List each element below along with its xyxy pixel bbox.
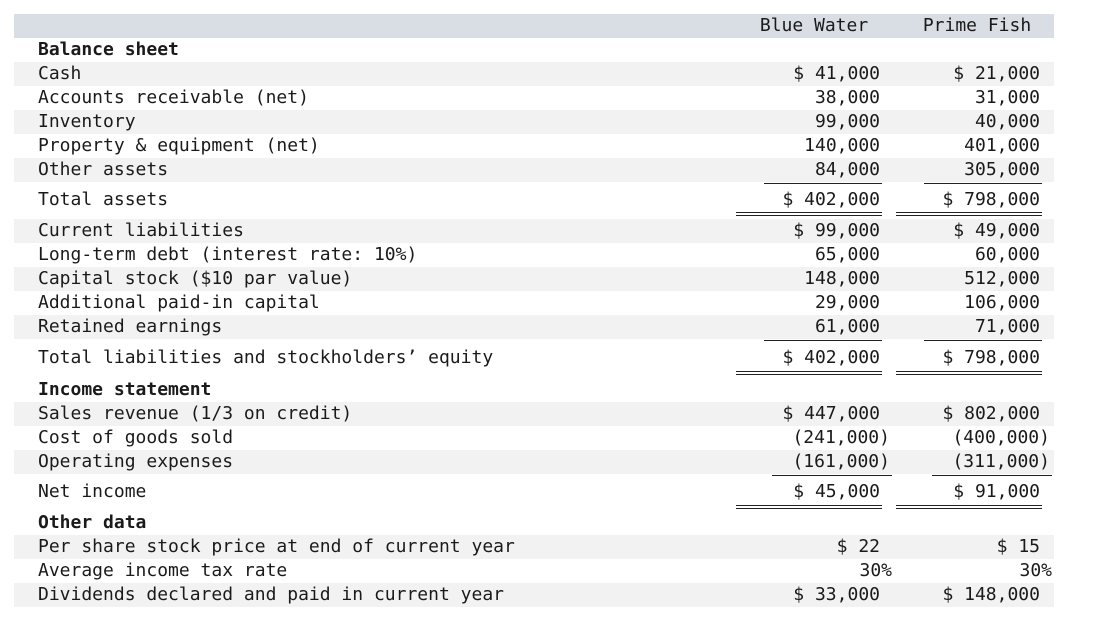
blue-water-value: 38,000 (814, 87, 880, 108)
blue-water-value: 99,000 (814, 111, 880, 132)
row-label: Per share stock price at end of current year (38, 536, 515, 557)
row-label: Net income (38, 481, 147, 502)
row-label: Retained earnings (38, 316, 223, 337)
blue-water-value: $ 402,000 (782, 189, 880, 210)
prime-fish-value: $ 91,000 (953, 481, 1040, 502)
prime-fish-value: 71,000 (974, 316, 1040, 337)
table-row (14, 583, 1054, 607)
column-header-row (14, 14, 1054, 38)
total-assets-row (14, 188, 1054, 212)
prime-fish-value: 30% (1019, 560, 1052, 581)
subtotal-rule (932, 475, 1052, 476)
blue-water-value: $ 45,000 (793, 481, 880, 502)
prime-fish-value: 512,000 (964, 268, 1040, 289)
total-double-rule (896, 371, 1042, 375)
row-label: Current liabilities (38, 220, 244, 241)
blue-water-value: $ 41,000 (793, 63, 880, 84)
table-row (14, 219, 1054, 243)
table-row (14, 402, 1054, 426)
blue-water-value: $ 99,000 (793, 220, 880, 241)
subtotal-rule (772, 475, 892, 476)
table-row (14, 535, 1054, 559)
row-label: Property & equipment (net) (38, 135, 320, 156)
blue-water-value: 84,000 (814, 159, 880, 180)
prime-fish-value: (311,000) (952, 451, 1050, 472)
table-row (14, 158, 1054, 182)
prime-fish-value: $ 148,000 (942, 584, 1040, 605)
row-label: Operating expenses (38, 451, 234, 472)
prime-fish-value: 40,000 (974, 111, 1040, 132)
subtotal-rule (924, 183, 1042, 184)
blue-water-value: 140,000 (804, 135, 880, 156)
net-income-row (14, 480, 1054, 504)
row-label: Cost of goods sold (38, 427, 234, 448)
row-label: Long-term debt (interest rate: 10%) (38, 244, 418, 265)
section-heading-balance-sheet (14, 38, 1054, 62)
prime-fish-value: 106,000 (964, 292, 1040, 313)
row-label: Inventory (38, 111, 136, 132)
row-label: Additional paid-in capital (38, 292, 320, 313)
row-label: Average income tax rate (38, 560, 288, 581)
blue-water-value: $ 22 (836, 536, 880, 557)
subtotal-rule (764, 183, 882, 184)
subtotal-rule (924, 340, 1042, 341)
total-double-rule (896, 212, 1042, 216)
row-label: Dividends declared and paid in current year (38, 584, 504, 605)
table-row (14, 291, 1054, 315)
prime-fish-value: $ 21,000 (953, 63, 1040, 84)
table-row (14, 110, 1054, 134)
prime-fish-value: $ 798,000 (942, 189, 1040, 210)
prime-fish-value: 60,000 (974, 244, 1040, 265)
row-label: Capital stock ($10 par value) (38, 268, 353, 289)
blue-water-value: 29,000 (814, 292, 880, 313)
total-double-rule (736, 505, 882, 509)
row-label: Cash (38, 63, 82, 84)
row-label: Sales revenue (1/3 on credit) (38, 403, 353, 424)
table-row (14, 450, 1054, 474)
blue-water-value: 65,000 (814, 244, 880, 265)
column-header-blue-water: Blue Water (759, 15, 869, 36)
table-row (14, 315, 1054, 339)
prime-fish-value: $ 802,000 (942, 403, 1040, 424)
table-row (14, 134, 1054, 158)
blue-water-value: $ 447,000 (782, 403, 880, 424)
section-heading-income-statement (14, 378, 1054, 402)
subtotal-rule (764, 340, 882, 341)
prime-fish-value: 401,000 (964, 135, 1040, 156)
section-heading-label: Other data (38, 512, 147, 533)
section-heading-label: Balance sheet (38, 39, 179, 60)
prime-fish-value: (400,000) (952, 427, 1050, 448)
row-label: Total liabilities and stockholders’ equity (38, 347, 494, 368)
row-label: Other assets (38, 159, 169, 180)
table-row (14, 426, 1054, 450)
table-row (14, 267, 1054, 291)
blue-water-value: $ 33,000 (793, 584, 880, 605)
blue-water-value: 61,000 (814, 316, 880, 337)
row-label: Total assets (38, 189, 169, 210)
prime-fish-value: $ 49,000 (953, 220, 1040, 241)
table-row (14, 86, 1054, 110)
blue-water-value: (161,000) (792, 451, 890, 472)
blue-water-value: (241,000) (792, 427, 890, 448)
prime-fish-value: $ 798,000 (942, 347, 1040, 368)
blue-water-value: 30% (859, 560, 892, 581)
row-label: Accounts receivable (net) (38, 87, 309, 108)
section-heading-label: Income statement (38, 379, 212, 400)
column-header-prime-fish: Prime Fish (922, 15, 1032, 36)
total-liabilities-equity-row (14, 346, 1054, 370)
prime-fish-value: 305,000 (964, 159, 1040, 180)
total-double-rule (736, 212, 882, 216)
total-double-rule (896, 505, 1042, 509)
total-double-rule (736, 371, 882, 375)
table-row (14, 559, 1054, 583)
prime-fish-value: 31,000 (974, 87, 1040, 108)
blue-water-value: 148,000 (804, 268, 880, 289)
prime-fish-value: $ 15 (996, 536, 1040, 557)
section-heading-other-data (14, 511, 1054, 535)
table-row (14, 243, 1054, 267)
blue-water-value: $ 402,000 (782, 347, 880, 368)
table-row (14, 62, 1054, 86)
